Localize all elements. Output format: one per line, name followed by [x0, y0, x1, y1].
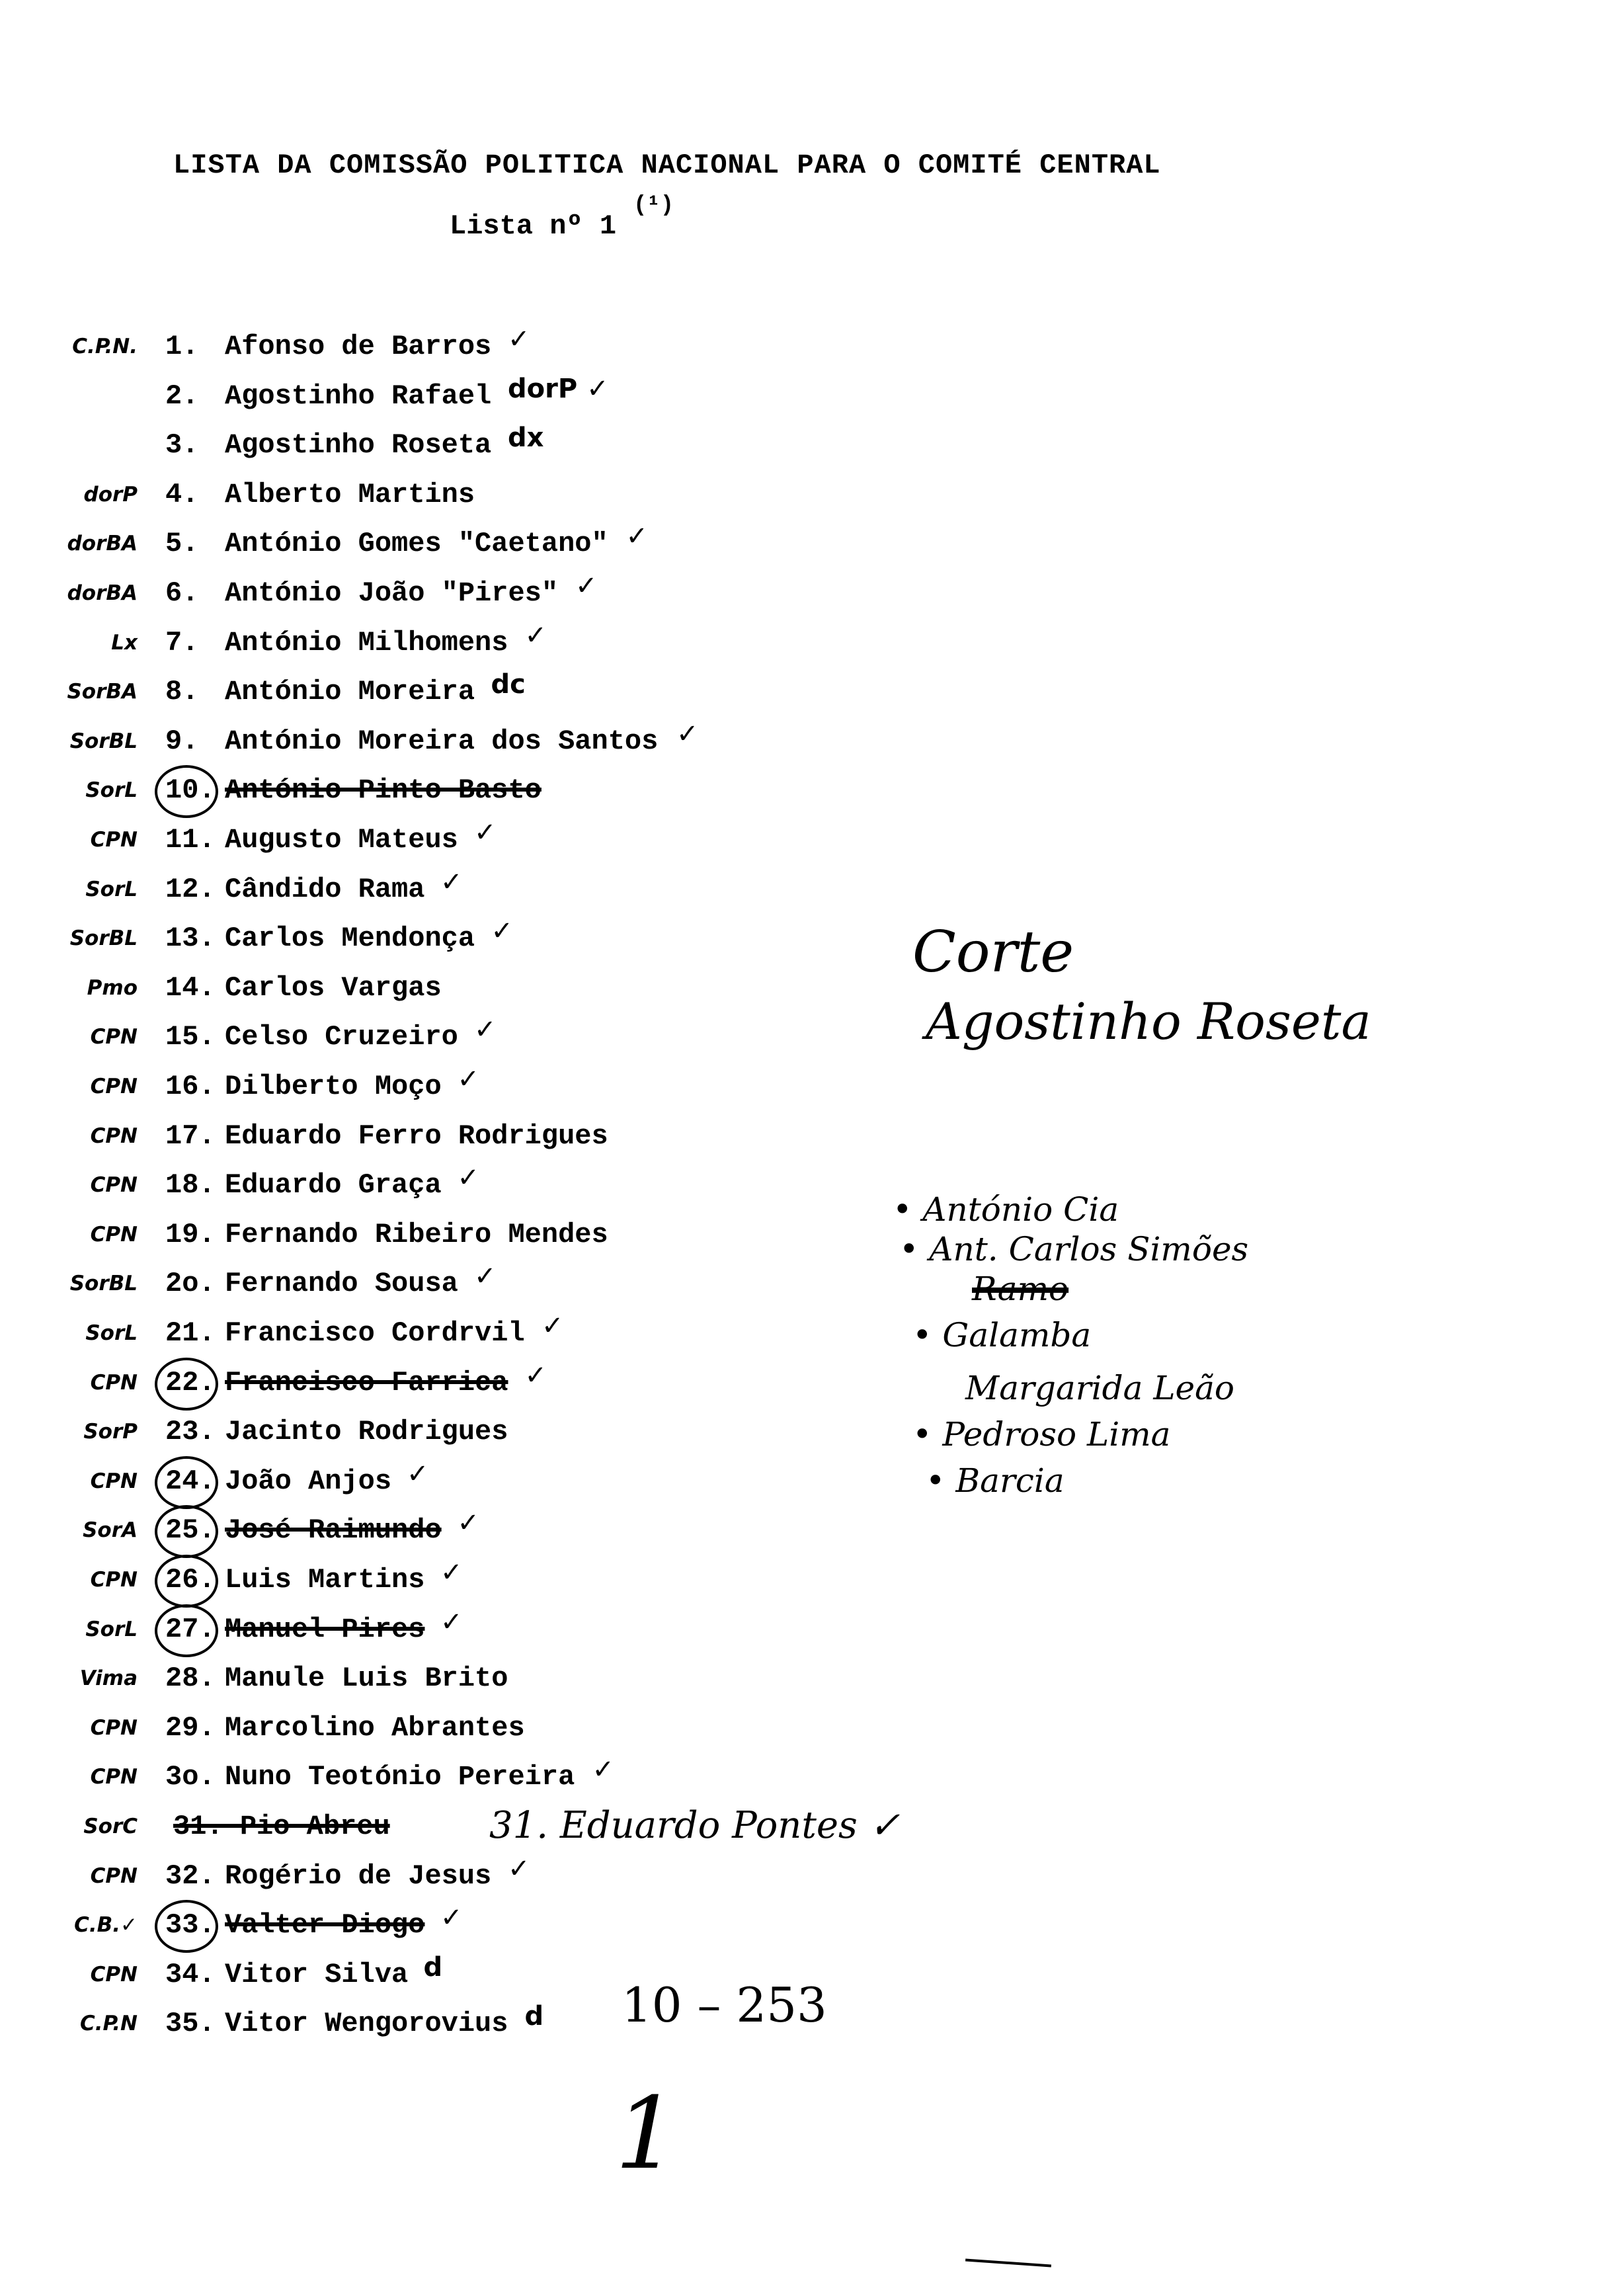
organization-code: dorBA [67, 532, 138, 555]
list-item [0, 423, 1058, 469]
entry-number: 18. [165, 1169, 216, 1201]
check-mark: ✓ [407, 1459, 429, 1489]
member-name: Afonso de Barros [225, 331, 492, 362]
entry-number: 7. [165, 627, 199, 659]
organization-code: CPN [90, 1469, 138, 1493]
member-name: Agostinho Rafael [225, 380, 492, 412]
list-item [0, 620, 1058, 667]
check-mark: ✓ [676, 719, 699, 749]
list-item [0, 479, 1058, 518]
check-mark: ✓ [457, 1163, 480, 1193]
member-name: Luis Martins [225, 1564, 425, 1596]
member-name: Rogério de Jesus [225, 1860, 492, 1892]
member-name: Fernando Sousa [225, 1268, 458, 1299]
handwritten-replacement-name: 31. Eduardo Pontes ✓ [489, 1804, 901, 1847]
list-item [0, 1014, 1058, 1061]
member-name: António Moreira [225, 676, 475, 708]
check-mark: ✓ [440, 1607, 463, 1637]
document-title: LISTA DA COMISSÃO POLITICA NACIONAL PARA O COMITÉ CENTRAL [173, 149, 1161, 181]
entry-number: 10. [165, 774, 216, 806]
check-mark: d [524, 2001, 544, 2031]
organization-code: CPN [90, 1963, 138, 1987]
list-item [0, 867, 1058, 913]
member-name: Dilberto Moço [225, 1071, 442, 1102]
organization-code: CPN [90, 1223, 138, 1247]
check-mark: ✓ [440, 1903, 463, 1933]
list-item [0, 1804, 1058, 1850]
list-item [0, 774, 1058, 814]
check-mark: ✓ [575, 571, 598, 601]
handwritten-note: • Ant. Carlos Simões [899, 1230, 1249, 1268]
list-item [0, 571, 1058, 617]
organization-code: SorL [85, 778, 138, 802]
member-name: Cândido Rama [225, 874, 425, 905]
member-name: Vitor Silva [225, 1959, 409, 1990]
member-name: Celso Cruzeiro [225, 1021, 458, 1053]
handwritten-note: Margarida Leão [965, 1369, 1235, 1407]
entry-number: 3. [165, 429, 199, 461]
entry-number: 4. [165, 479, 199, 511]
entry-number: 9. [165, 725, 199, 757]
list-item [0, 1903, 1058, 1949]
member-name: Marcolino Abrantes [225, 1712, 525, 1744]
entry-number: 34. [165, 1959, 216, 1990]
list-item [0, 1754, 1058, 1801]
list-item [0, 1662, 1058, 1702]
entry-number: 5. [165, 528, 199, 559]
member-name: Augusto Mateus [225, 824, 458, 856]
check-mark: ✓ [491, 916, 514, 946]
check-mark: dc [491, 669, 526, 700]
check-mark: ✓ [625, 521, 649, 552]
organization-code: SorL [85, 1321, 138, 1345]
entry-number: 21. [165, 1317, 216, 1349]
organization-code: Lx [111, 631, 138, 655]
handwritten-tally: 10 – 253 [622, 1977, 827, 2033]
struck-member-name: Valter Diogo [225, 1909, 425, 1941]
member-name: Agostinho Roseta [225, 429, 492, 461]
list-item [0, 719, 1058, 765]
list-item [0, 521, 1058, 567]
entry-number: 12. [165, 874, 216, 905]
struck-member-name: Francisco Farrica [225, 1367, 508, 1399]
check-mark: ✓ [457, 1508, 480, 1538]
footnote-mark: (¹) [633, 193, 674, 218]
entry-number: 16. [165, 1071, 216, 1102]
organization-code: C.P.N. [72, 335, 138, 358]
handwritten-note: Ramo [972, 1270, 1069, 1308]
list-item [0, 817, 1058, 864]
entry-number: 8. [165, 676, 199, 708]
member-name: Vitor Wengorovius [225, 2008, 508, 2039]
handwritten-dash [965, 2258, 1051, 2267]
organization-code: CPN [90, 1371, 138, 1395]
check-mark: ✓ [508, 1854, 530, 1884]
handwritten-cortes-name: Agostinho Roseta [926, 992, 1371, 1051]
list-item [0, 1952, 1058, 1998]
entry-number: 25. [165, 1514, 216, 1546]
entry-number: 2o. [165, 1268, 216, 1299]
struck-member-name: José Raimundo [225, 1514, 442, 1546]
member-name: António Milhomens [225, 627, 508, 659]
organization-code: SorL [85, 1618, 138, 1641]
member-name: João Anjos [225, 1465, 392, 1497]
check-mark: ✓ [592, 1754, 615, 1785]
entry-number: 13. [165, 922, 216, 954]
member-name: Carlos Mendonça [225, 922, 475, 954]
list-item [0, 1854, 1058, 1900]
organization-code: C.B.✓ [74, 1913, 138, 1937]
handwritten-note: • Barcia [926, 1461, 1065, 1500]
entry-number: 26. [165, 1564, 216, 1596]
organization-code: SorP [83, 1420, 138, 1444]
check-mark: dx [508, 423, 544, 453]
check-mark: d [423, 1952, 443, 1983]
organization-code: Vima [79, 1666, 138, 1690]
entry-number: 29. [165, 1712, 216, 1744]
entry-number: 2. [165, 380, 199, 412]
list-item [0, 972, 1058, 1012]
member-name: António João "Pires" [225, 577, 559, 609]
list-item [0, 1261, 1058, 1307]
entry-number: 14. [165, 972, 216, 1004]
check-mark: ✓ [440, 867, 463, 897]
entry-number: 23. [165, 1416, 216, 1448]
list-item [0, 669, 1058, 716]
list-item [0, 1416, 1058, 1456]
member-name: Alberto Martins [225, 479, 475, 511]
organization-code: CPN [90, 1716, 138, 1740]
handwritten-cortes-title: Corte [912, 919, 1074, 985]
list-item [0, 374, 1058, 420]
member-name: António Moreira dos Santos [225, 725, 659, 757]
organization-code: CPN [90, 1568, 138, 1592]
entry-number: 32. [165, 1860, 216, 1892]
organization-code: SorBL [69, 926, 138, 950]
organization-code: CPN [90, 1025, 138, 1049]
handwritten-note: • António Cia [893, 1190, 1119, 1229]
handwritten-note: • Galamba [912, 1316, 1092, 1354]
entry-number: 27. [165, 1614, 216, 1645]
check-mark: ✓ [524, 620, 547, 651]
entry-number: 6. [165, 577, 199, 609]
document-subtitle: Lista nº 1 [450, 210, 617, 242]
entry-number: 1. [165, 331, 199, 362]
entry-number: 22. [165, 1367, 216, 1399]
member-name: Nuno Teotónio Pereira [225, 1761, 575, 1793]
check-mark: ✓ [524, 1360, 547, 1391]
check-mark: ✓ [474, 1014, 497, 1045]
entry-number: 19. [165, 1219, 216, 1250]
list-item [0, 1607, 1058, 1653]
member-name: Francisco Cordrvil [225, 1317, 525, 1349]
organization-code: dorBA [67, 581, 138, 605]
entry-number: 33. [165, 1909, 216, 1941]
organization-code: CPN [90, 828, 138, 852]
member-name: Fernando Ribeiro Mendes [225, 1219, 608, 1250]
list-item [0, 1712, 1058, 1752]
organization-code: SorBL [69, 1272, 138, 1295]
struck-member-name: 31. Pio Abreu [173, 1811, 390, 1842]
organization-code: SorBA [67, 680, 138, 704]
member-name: Eduardo Graça [225, 1169, 442, 1201]
entry-number: 35. [165, 2008, 216, 2039]
organization-code: SorA [83, 1518, 138, 1542]
entry-number: 28. [165, 1662, 216, 1694]
check-mark: ✓ [457, 1064, 480, 1094]
entry-number: 11. [165, 824, 216, 856]
list-item [0, 1064, 1058, 1110]
member-name: Manule Luis Brito [225, 1662, 508, 1694]
check-mark: ✓ [474, 817, 497, 848]
list-item [0, 1360, 1058, 1407]
check-mark: ✓ [440, 1557, 463, 1588]
entry-number: 17. [165, 1120, 216, 1152]
organization-code: SorBL [69, 729, 138, 753]
organization-code: CPN [90, 1124, 138, 1148]
member-name: Eduardo Ferro Rodrigues [225, 1120, 608, 1152]
list-item [0, 1120, 1058, 1160]
member-name: António Gomes "Caetano" [225, 528, 608, 559]
member-name: Carlos Vargas [225, 972, 442, 1004]
organization-code: dorP [83, 483, 138, 507]
organization-code: CPN [90, 1075, 138, 1098]
list-item [0, 1311, 1058, 1357]
organization-code: SorC [83, 1815, 138, 1838]
page-number: 1 [615, 2076, 678, 2192]
organization-code: CPN [90, 1765, 138, 1789]
check-mark: ✓ [542, 1311, 564, 1341]
entry-number: 24. [165, 1465, 216, 1497]
handwritten-note: • Pedroso Lima [912, 1415, 1171, 1454]
organization-code: CPN [90, 1173, 138, 1197]
list-item [0, 916, 1058, 962]
organization-code: CPN [90, 1864, 138, 1888]
list-item [0, 324, 1058, 370]
organization-code: SorL [85, 878, 138, 901]
check-mark: ✓ [508, 324, 530, 354]
struck-member-name: António Pinto Basto [225, 774, 542, 806]
check-mark: ✓ [474, 1261, 497, 1292]
list-item [0, 1508, 1058, 1554]
entry-number: 3o. [165, 1761, 216, 1793]
organization-code: Pmo [87, 976, 138, 1000]
list-item [0, 1557, 1058, 1604]
organization-code: C.P.N [80, 2012, 138, 2035]
check-mark: dorP ✓ [508, 374, 609, 404]
struck-member-name: Manuel Pires [225, 1614, 425, 1645]
entry-number: 15. [165, 1021, 216, 1053]
member-name: Jacinto Rodrigues [225, 1416, 508, 1448]
list-item [0, 1459, 1058, 1505]
